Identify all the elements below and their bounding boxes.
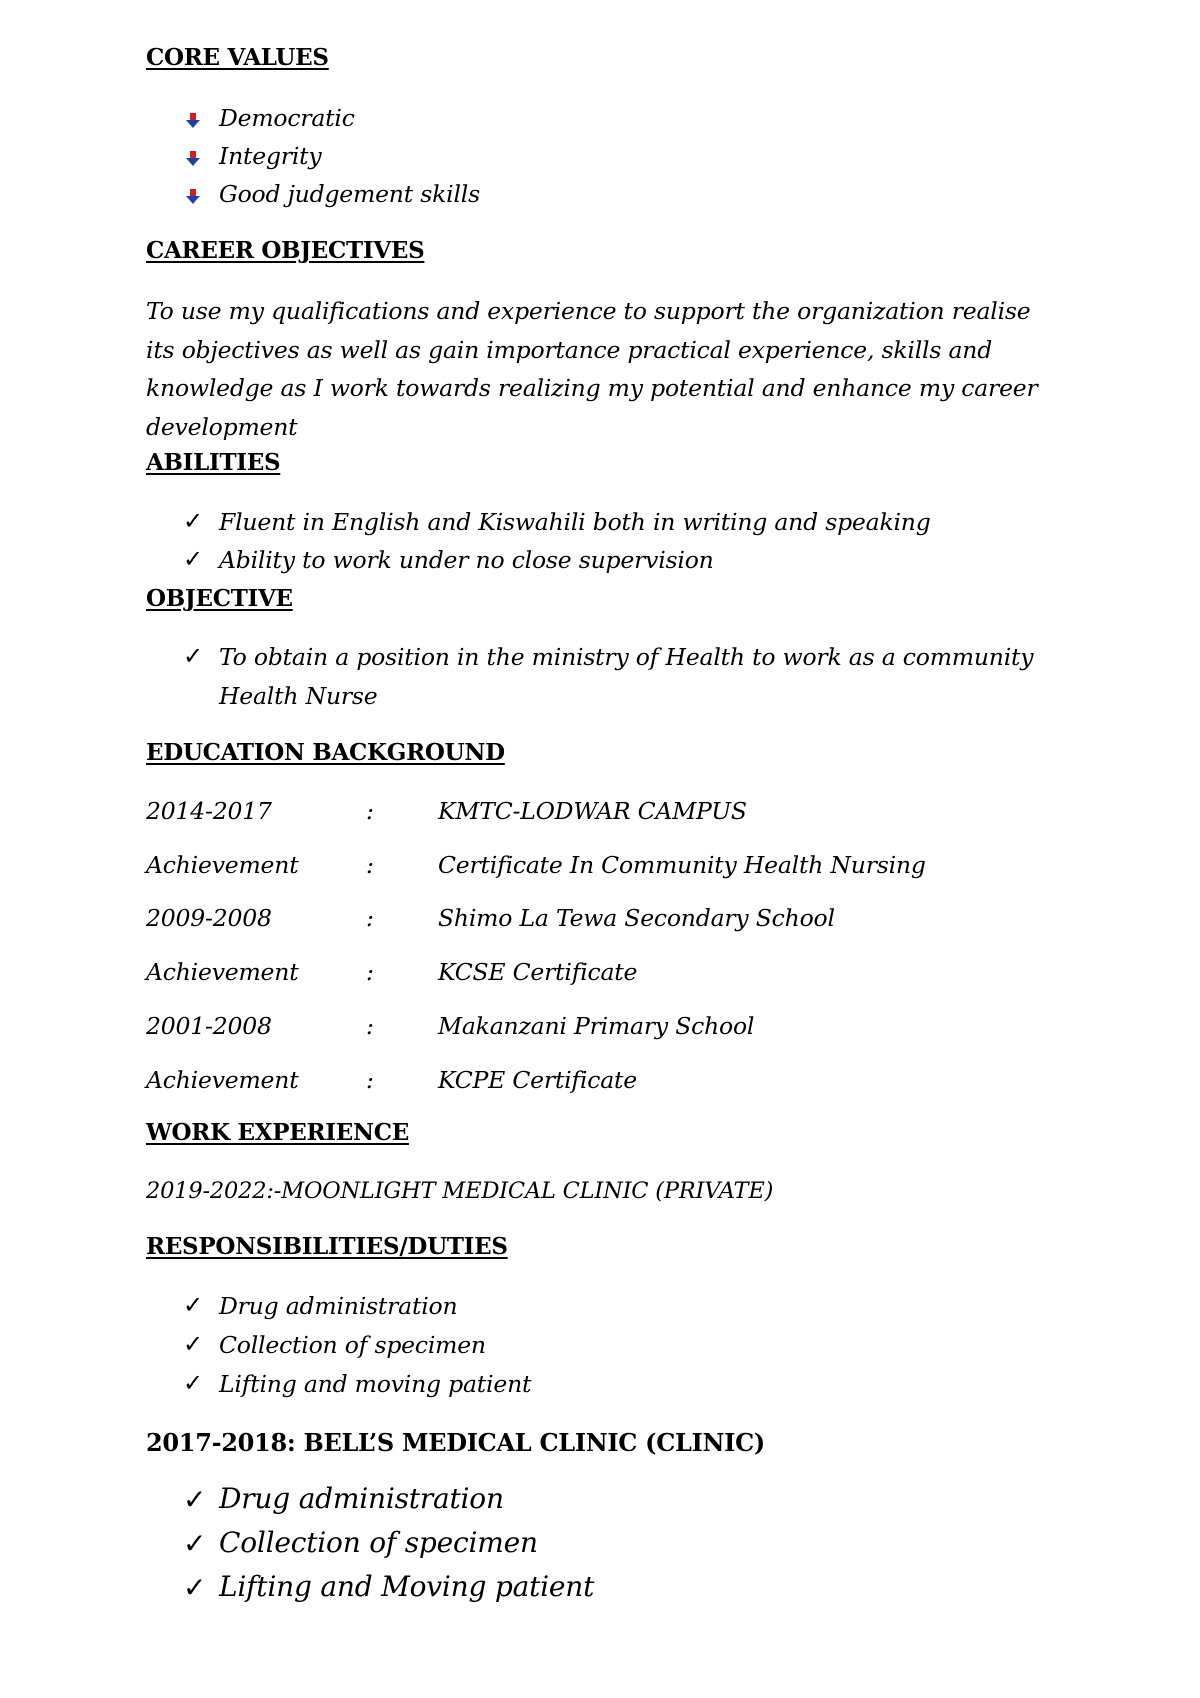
job2-heading: 2017-2018: BELL’S MEDICAL CLINIC (CLINIC) (146, 1428, 765, 1457)
core-values-heading: CORE VALUES (146, 44, 329, 71)
duty-item: Drug administration (219, 1292, 458, 1320)
education-value: Certificate In Community Health Nursing (438, 851, 926, 879)
education-value: Shimo La Tewa Secondary School (438, 904, 835, 932)
education-label: 2009-2008 (146, 904, 272, 932)
objective-text-line: Health Nurse (219, 682, 378, 710)
ability-item: Ability to work under no close supervision (219, 546, 714, 574)
education-value: KCPE Certificate (438, 1066, 637, 1094)
checkmark-icon: ✓ (183, 1330, 204, 1358)
checkmark-icon: ✓ (183, 1483, 207, 1516)
core-value-item: Democratic (219, 104, 355, 132)
ability-item: Fluent in English and Kiswahili both in writing and speaking (219, 508, 931, 536)
education-separator: : (366, 904, 374, 932)
education-value: KCSE Certificate (438, 958, 638, 986)
education-label: 2014-2017 (146, 797, 272, 825)
arrow-down-bullet-icon (184, 112, 202, 130)
education-label: Achievement (146, 958, 299, 986)
job2-duty-item: Drug administration (219, 1482, 504, 1515)
education-separator: : (366, 1066, 374, 1094)
checkmark-icon: ✓ (183, 1369, 204, 1397)
objective-text-line: To obtain a position in the ministry of Health to work as a community (219, 643, 1034, 671)
job-title-line: 2019-2022:-MOONLIGHT MEDICAL CLINIC (PRIVATE) (146, 1178, 774, 1204)
career-objectives-heading: CAREER OBJECTIVES (146, 237, 425, 264)
core-value-item: Good judgement skills (219, 180, 480, 208)
work-experience-heading: WORK EXPERIENCE (146, 1119, 409, 1146)
education-separator: : (366, 1012, 374, 1040)
education-separator: : (366, 958, 374, 986)
education-separator: : (366, 851, 374, 879)
education-value: KMTC-LODWAR CAMPUS (438, 797, 747, 825)
arrow-down-bullet-icon (184, 150, 202, 168)
career-objectives-text: To use my qualifications and experience to support the organization realise its objectives as well as gain importance practical experience, skills and knowledge as I work towards realizing my potential and enhance my career development (146, 297, 1038, 441)
duty-item: Lifting and moving patient (219, 1370, 532, 1398)
education-label: 2001-2008 (146, 1012, 272, 1040)
education-value: Makanzani Primary School (438, 1012, 755, 1040)
checkmark-icon: ✓ (183, 1527, 207, 1560)
checkmark-icon: ✓ (183, 642, 204, 670)
education-heading: EDUCATION BACKGROUND (146, 739, 505, 766)
responsibilities-heading: RESPONSIBILITIES/DUTIES (146, 1233, 508, 1260)
job2-duty-item: Lifting and Moving patient (219, 1570, 595, 1603)
checkmark-icon: ✓ (183, 1571, 207, 1604)
checkmark-icon: ✓ (183, 507, 204, 535)
education-separator: : (366, 797, 374, 825)
job2-duty-item: Collection of specimen (219, 1526, 538, 1559)
checkmark-icon: ✓ (183, 1291, 204, 1319)
abilities-heading: ABILITIES (146, 449, 281, 476)
checkmark-icon: ✓ (183, 545, 204, 573)
education-label: Achievement (146, 1066, 299, 1094)
objective-heading: OBJECTIVE (146, 585, 293, 612)
core-value-item: Integrity (219, 142, 322, 170)
arrow-down-bullet-icon (184, 188, 202, 206)
education-label: Achievement (146, 851, 299, 879)
duty-item: Collection of specimen (219, 1331, 486, 1359)
